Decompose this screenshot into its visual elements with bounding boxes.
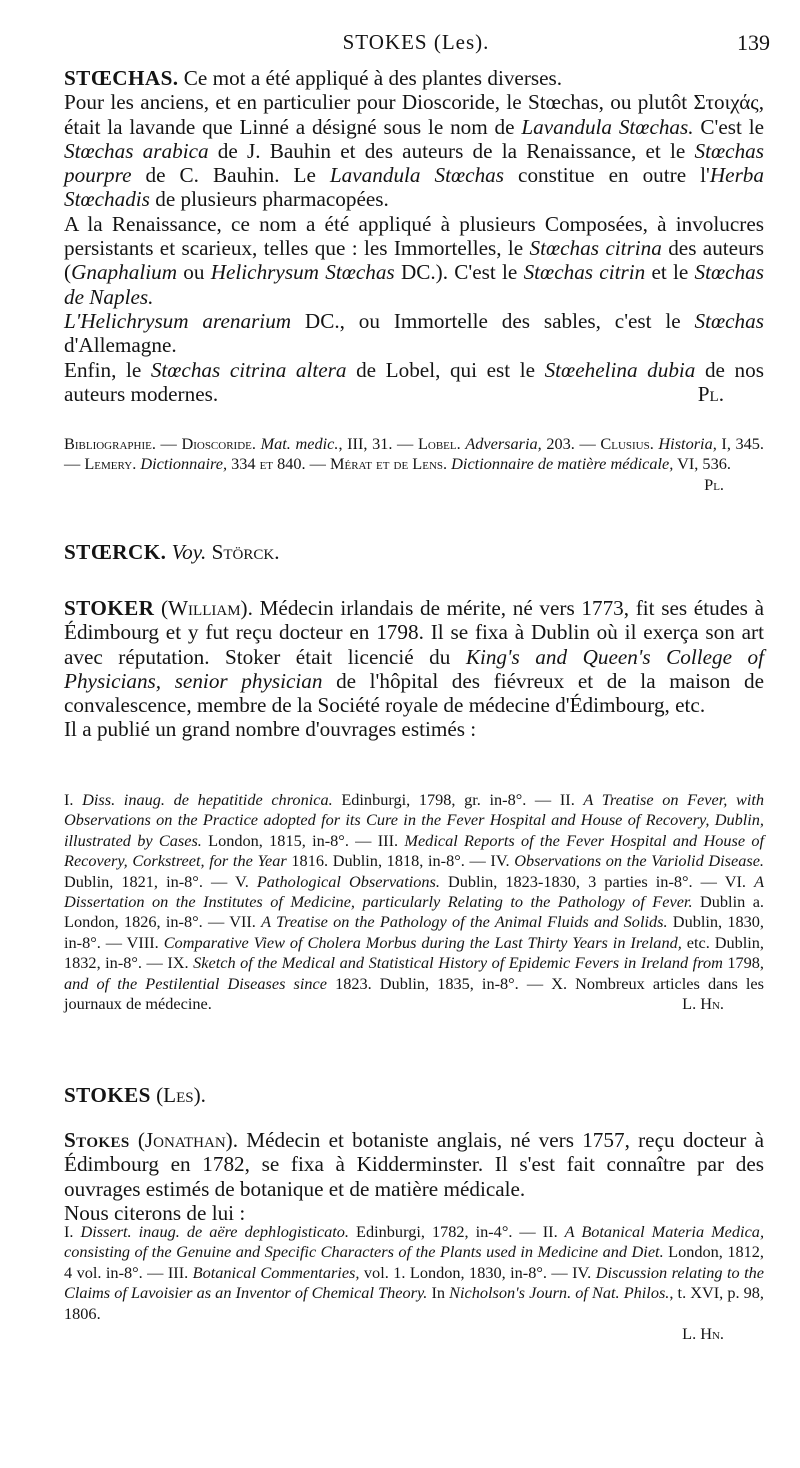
stoechas-paragraph-5: Enfin, le Stœchas citrina altera de Lobel, qui est le Stœehelina dubia de nos auteurs modernes. Pl. <box>64 357 764 406</box>
stoker-works-list: I. Diss. inaug. de hepatitide chronica. Edinburgi, 1798, gr. in-8°. — II. A Treatise on Fever, with Observations on the Practice adopted for its Cure in the Fever Hospital and House of Recovery, Dublin, illustrated by Cases. London, 1815, in-8°. — III. Medical Reports of the Fever Hospital and House of Recovery, Corkstreet, for the Year 1816. Dublin, 1818, in-8°. — IV. Observations on the Variolid Disease. Dublin, 1821, in-8°. — V. Pathological Observations. Dublin, 1823-1830, 3 parties in-8°. — VI. A Dissertation on the Institutes of Medicine, particularly Relating to the Pathology of Fever. Dublin a. London, 1826, in-8°. — VII. A Treatise on the Pathology of the Animal Fluids and Solids. Dublin, 1830, in-8°. — VIII. Comparative View of Cholera Morbus during the Last Thirty Years in Ireland, etc. Dublin, 1832, in-8°. — IX. Sketch of the Medical and Statistical History of Epidemic Fevers in Ireland from 1798, and of the Pestilential Diseases since 1823. Dublin, 1835, in-8°. — X. Nombreux articles dans les journaux de médecine. L. Hn. <box>64 790 765 1014</box>
bibliography-label: Bibliographie. <box>64 434 156 453</box>
entry-stokes-jonathan: Stokes (Jonathan). Médecin et botaniste anglais, né vers 1757, reçu docteur à Édimbourg en 1782, se fixa à Kidderminster. Il s'est fait connaître par des ouvrages estimés de botanique et de matière médicale. Nous citerons de lui : <box>64 1128 764 1225</box>
entry-stoker: STOKER (William). Médecin irlandais de mérite, né vers 1773, fit ses études à Édimbourg et y fut reçu docteur en 1798. Il se fixa à Dublin où il exerça son art avec réputation. Stoker était licencié du King's and Queen's College of Physicians, senior physician de l'hôpital des fiévreux et de la maison de convalescence, membre de la Société royale de médecine d'Édimbourg, etc. Il a publié un grand nombre d'ouvrages estimés : <box>64 596 765 742</box>
stoechas-paragraph-1: STŒCHAS. Ce mot a été appliqué à des plantes diverses. <box>64 66 563 90</box>
stoechas-paragraph-3: A la Renaissance, ce nom a été appliqué à plusieurs Composées, à involucres persistants et scarieux, telles que : les Immortelles, le Stœchas citrina des auteurs (Gnaphalium ou Helichrysum Stœchas DC.). C'est le Stœchas citrin et le Stœchas de Naples. <box>64 211 764 309</box>
entry-stoechas <box>64 66 764 406</box>
person-name: (William). <box>161 596 253 620</box>
see-reference: Voy. <box>171 540 207 564</box>
stoechas-bibliography: Bibliographie. — Dioscoride. Mat. medic., III, 31. — Lobel. Adversaria, 203. — Clusius. Historia, I, 345. — Lemery. Dictionnaire, 334 et 840. — Mérat et de Lens. Dictionnaire de matière médicale, VI, 536. Pl. <box>64 434 764 494</box>
headword-stoker: STOKER <box>64 596 155 620</box>
person-name: (Jonathan). <box>137 1128 239 1152</box>
page-number: 139 <box>737 30 770 55</box>
stoker-paragraph-2: Il a publié un grand nombre d'ouvrages estimés : <box>64 717 477 742</box>
author-signature: Pl. <box>697 381 724 406</box>
running-title: STOKES (Les). <box>342 30 490 54</box>
cross-reference-target: Störck. <box>211 540 280 564</box>
headword-stokes-les: STOKES <box>64 1083 151 1107</box>
author-signature: L. Hn. <box>682 994 724 1014</box>
headword-stoechas: STŒCHAS. <box>64 66 179 90</box>
author-signature: L. Hn. <box>682 1324 724 1344</box>
headword-stoerck: STŒRCK. <box>64 540 167 564</box>
stoechas-paragraph-2: Pour les anciens, et en particulier pour Dioscoride, le Stœchas, ou plutôt Στοιχάς, était la lavande que Linné a désigné sous le nom de Lavandula Stœchas. C'est le Stœchas arabica de J. Bauhin et des auteurs de la Renaissance, et le Stœchas pourpre de C. Bauhin. Le Lavandula Stœchas constitue en outre l'Herba Stœchadis de plusieurs pharmacopées. <box>64 90 764 212</box>
author-signature: Pl. <box>704 474 724 494</box>
stoechas-paragraph-4: L'Helichrysum arenarium DC., ou Immortelle des sables, c'est le Stœchas d'Allemagne. <box>64 308 764 358</box>
headword-stokes: Stokes <box>64 1128 130 1152</box>
stokes-works-list: I. Dissert. inaug. de aëre dephlogisticato. Edinburgi, 1782, in-4°. — II. A Botanical Materia Medica, consisting of the Genuine and Specific Characters of the Plants used in Medicine and Diet. London, 1812, 4 vol. in-8°. — III. Botanical Commentaries, vol. 1. London, 1830, in-8°. — IV. Discussion relating to the Claims of Lavoisier as an Inventor of Chemical Theory. In Nicholson's Journ. of Nat. Philos., t. XVI, p. 98, 1806. L. Hn. <box>64 1222 765 1344</box>
entry-stoerck <box>64 540 764 564</box>
stokes-paragraph-2: Nous citerons de lui : <box>64 1200 246 1225</box>
page-header <box>62 30 770 60</box>
entry-stokes-les: STOKES (Les). <box>64 1083 206 1107</box>
